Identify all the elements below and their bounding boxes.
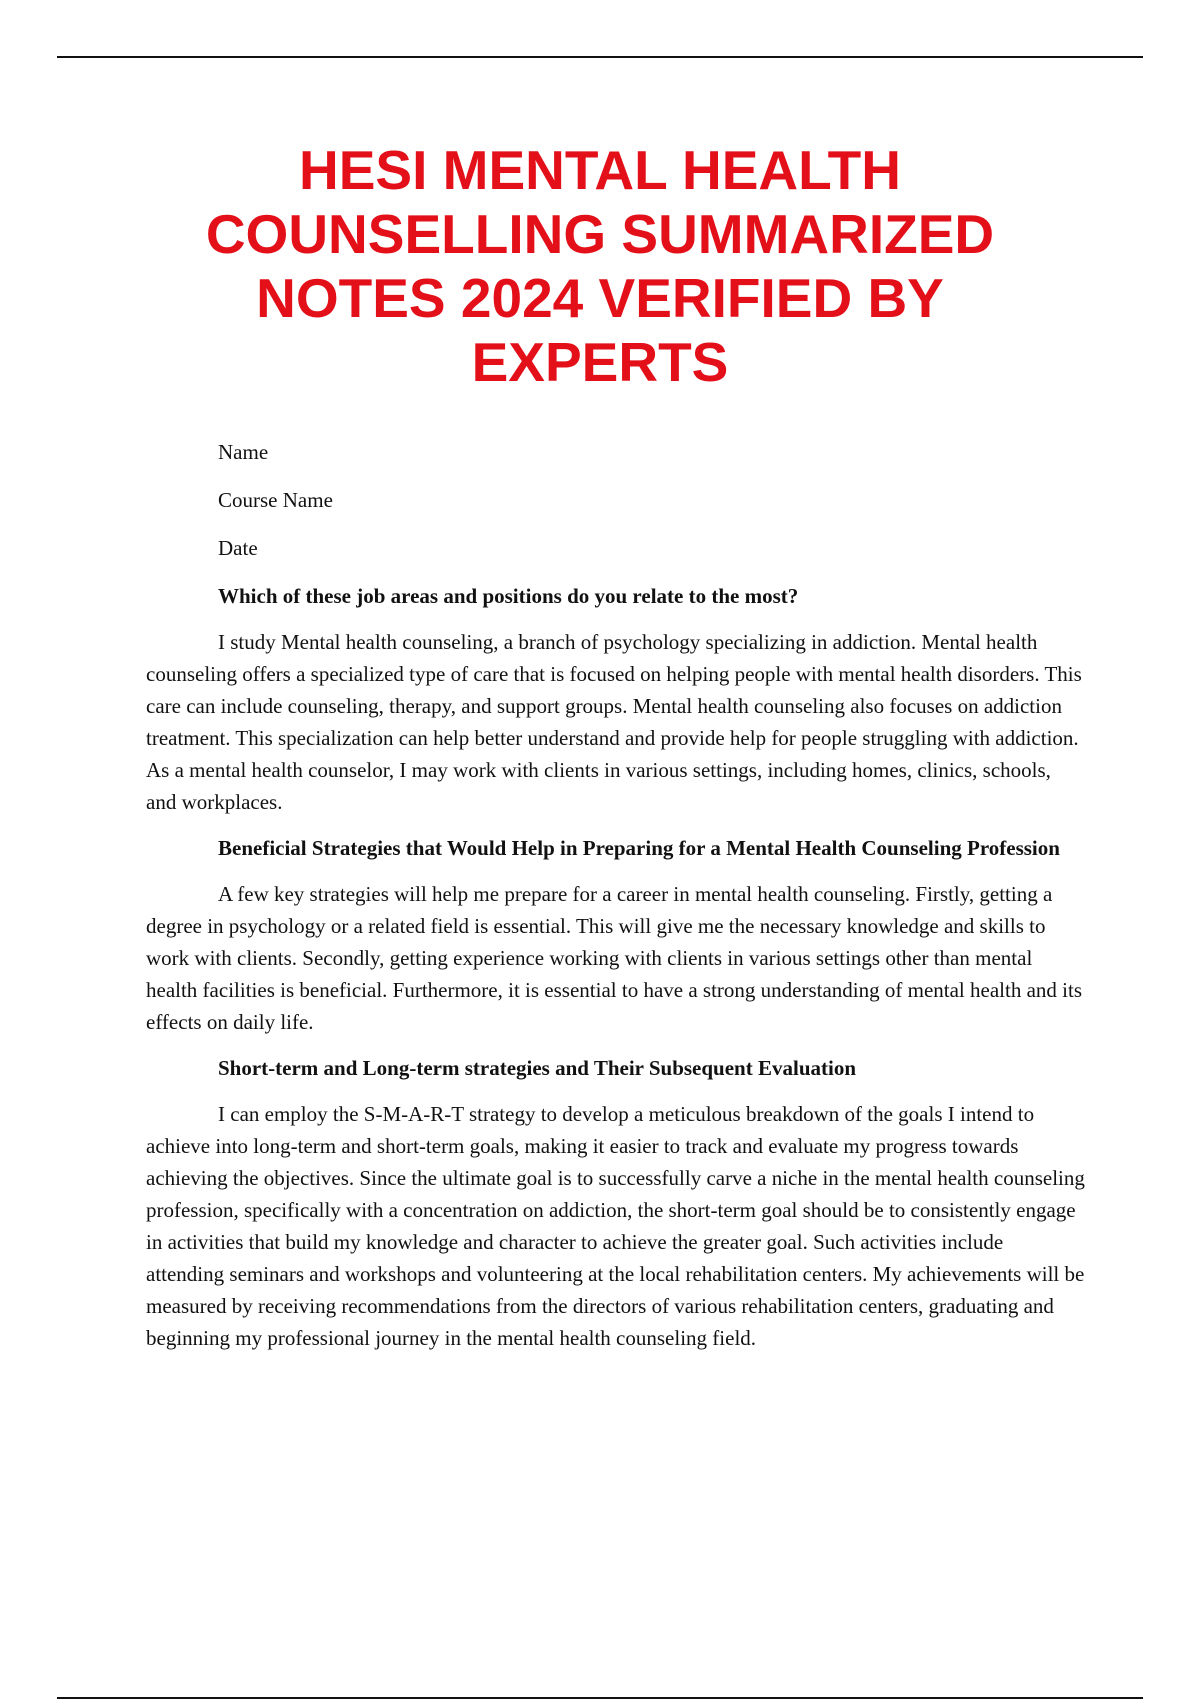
section-heading-job-areas: Which of these job areas and positions do you relate to the most? [218,584,799,608]
footer-rule [57,1697,1143,1699]
section-paragraph-job-areas: I study Mental health counseling, a branch of psychology specializing in addiction. Mental health counseling offers a specialized type of care that is focused on helping people with mental health disorders. This care can include counseling, therapy, and support groups. Mental health counseling also focuses on addiction treatment. This specialization can help better understand and provide help for people struggling with addiction. As a mental health counselor, I may work with clients in various settings, including homes, clinics, schools, and workplaces. [146,630,1082,814]
section-heading-short-long-term: Short-term and Long-term strategies and Their Subsequent Evaluation [218,1056,857,1080]
document-title: HESI MENTAL HEALTH COUNSELLING SUMMARIZED NOTES 2024 VERIFIED BY EXPERTS [205,139,995,393]
date-line: Date [218,536,258,560]
header-rule [57,56,1143,58]
section-heading-beneficial-strategies: Beneficial Strategies that Would Help in Preparing for a Mental Health Counseling Profession [218,836,1060,860]
section-paragraph-beneficial-strategies: A few key strategies will help me prepare for a career in mental health counseling. Firstly, getting a degree in psychology or a related field is essential. This will give me the necessary knowledge and skills to work with clients. Secondly, getting experience working with clients in various settings other than mental health facilities is beneficial. Furthermore, it is essential to have a strong understanding of mental health and its effects on daily life. [146,882,1082,1034]
name-line: Name [218,440,269,464]
document-body [146,436,1086,1368]
section-paragraph-short-long-term: I can employ the S-M-A-R-T strategy to develop a meticulous breakdown of the goals I intend to achieve into long-term and short-term goals, making it easier to track and evaluate my progress towards achieving the objectives. Since the ultimate goal is to successfully carve a niche in the mental health counseling profession, specifically with a concentration on addiction, the short-term goal should be to consistently engage in activities that build my knowledge and character to achieve the greater goal. Such activities include attending seminars and workshops and volunteering at the local rehabilitation centers. My achievements will be measured by receiving recommendations from the directors of various rehabilitation centers, graduating and beginning my professional journey in the mental health counseling field. [146,1102,1085,1350]
course-name-line: Course Name [218,488,333,512]
